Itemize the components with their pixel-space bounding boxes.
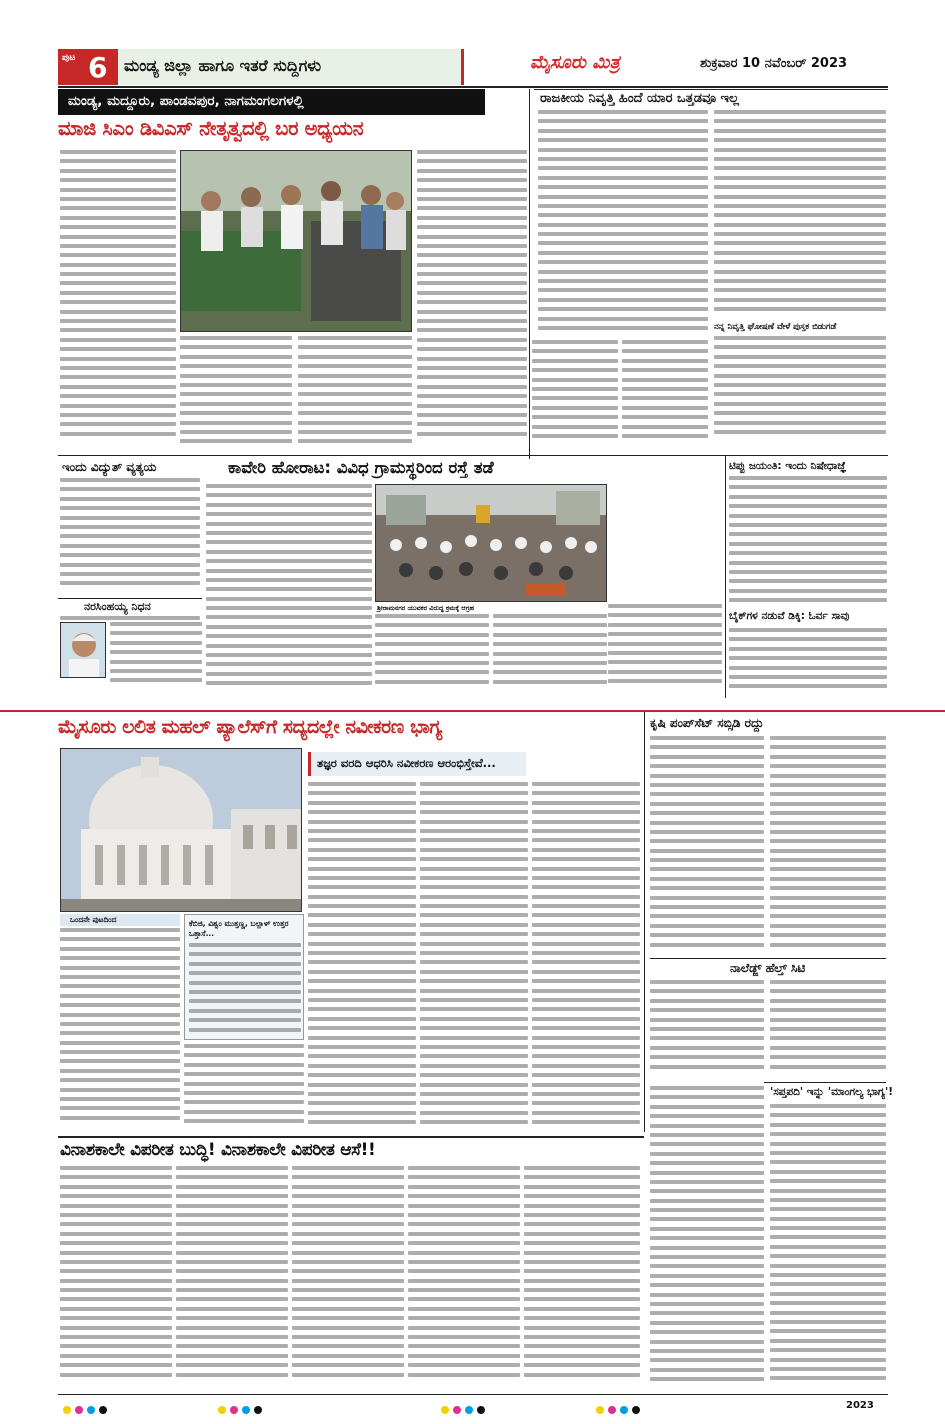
palace-col4 (532, 782, 640, 1132)
saptapadi-col2 (770, 1104, 886, 1388)
cauvery-photo (375, 484, 607, 602)
tipu-headline: ಟಿಪ್ಪು ಜಯಂತಿ: ಇಂದು ನಿಷೇಧಾಜ್ಞೆ (729, 460, 847, 472)
power-body (60, 478, 200, 596)
lead-body-col4 (417, 150, 527, 450)
registration-dots-left (62, 1400, 262, 1419)
bike-headline: ಬೈಕ್‌ಗಳ ನಡುವೆ ಡಿಕ್ಕಿ: ಓರ್ವ ಸಾವು (729, 610, 850, 622)
palace-photo (60, 748, 302, 912)
knowledge-headline: ನಾಲೆಡ್ಜ್ ಹೆಲ್ತ್ ಸಿಟಿ (730, 961, 806, 975)
knowledge-col1 (650, 980, 764, 1080)
knowledge-col2 (770, 980, 886, 1080)
tipu-body (729, 476, 887, 608)
obit-portrait (60, 622, 106, 678)
footer-rule (58, 1394, 888, 1395)
obit-body (110, 622, 202, 696)
footer-year: 2023 (846, 1400, 874, 1411)
lead-body-col1 (60, 150, 176, 450)
page-label: ಪುಟ (62, 53, 76, 63)
politics-headline: ರಾಜಕೀಯ ನಿವೃತ್ತಿ ಹಿಂದೆ ಯಾರ ಒತ್ತಡವೂ ಇಲ್ಲ (540, 91, 739, 106)
saptapadi-headline: 'ಸಪ್ತಪದಿ' ಇನ್ನು 'ಮಾಂಗಲ್ಯ ಭಾಗ್ಯ'! (770, 1086, 894, 1098)
bike-body (729, 628, 887, 696)
palace-col1b (184, 1044, 304, 1132)
pumpset-col2 (770, 736, 886, 954)
lead-headline: ಮಾಜಿ ಸಿಎಂ ಡಿವಿಎಸ್ ನೇತೃತ್ವದಲ್ಲಿ ಬರ ಅಧ್ಯಯನ (58, 117, 364, 140)
bottom-col1 (60, 1166, 172, 1388)
politics-col2 (714, 110, 886, 320)
registration-dots-left-art (62, 1405, 262, 1415)
palace-photo-caption-box (60, 914, 180, 926)
bottom-top-rule (58, 1136, 644, 1138)
palace-col2 (308, 782, 416, 1132)
cauvery-col3 (493, 614, 607, 696)
politics-col3 (532, 340, 618, 450)
sub-strip (58, 89, 485, 115)
lead-body-col3 (298, 336, 412, 450)
knowledge-top-rule (650, 958, 886, 959)
section-title: ಮಂಡ್ಯ ಜಿಲ್ಲಾ ಹಾಗೂ ಇತರೆ ಸುದ್ದಿಗಳು (124, 56, 322, 75)
bottom-col2 (176, 1166, 288, 1388)
pumpset-col1 (650, 736, 764, 954)
mid-rule (58, 455, 888, 456)
palace-kicker-box (308, 752, 526, 776)
issue-date: ಶುಕ್ರವಾರ 10 ನವೆಂಬರ್ 2023 (700, 56, 848, 71)
obit-portrait-art (61, 623, 106, 678)
palace-col3 (420, 782, 528, 1132)
lead-photo-art (181, 151, 412, 332)
palace-col1 (60, 928, 180, 1132)
paper-name: ಮೈಸೂರು ಮಿತ್ರ (530, 52, 620, 73)
saptapadi-col1 (650, 1086, 764, 1388)
lead-body-col2 (180, 336, 292, 450)
politics-top-rule (534, 89, 888, 90)
registration-dots-right (440, 1400, 640, 1419)
registration-dots-right-art (440, 1405, 640, 1415)
bottom-headline: ವಿನಾಶಕಾಲೇ ವಿಪರೀತ ಬುದ್ಧಿ! ವಿನಾಶಕಾಲೇ ವಿಪರೀತ ಆಸೆ!! (60, 1140, 376, 1160)
cauvery-col1 (206, 484, 372, 694)
cauvery-photo-art (376, 485, 607, 602)
palace-photo-caption: ಒಂದನೇ ಪುಟದಿಂದ (70, 915, 117, 924)
cauvery-col4 (608, 604, 722, 696)
palace-sidebox-body (189, 943, 301, 1037)
pumpset-headline: ಕೃಷಿ ಪಂಪ್‌ಸೆಟ್ ಸಬ್ಸಿಡಿ ರದ್ದು (650, 716, 764, 730)
politics-subhead: ನನ್ನ ನಿವೃತ್ತಿ ಘೋಷಣೆ ವೇಳೆ ಪುಸ್ತಕ ಬಿಡುಗಡೆ (714, 322, 837, 332)
saptapadi-top-rule (764, 1082, 886, 1083)
tipu-left-rule (725, 456, 726, 698)
palace-headline: ಮೈಸೂರು ಲಲಿತ ಮಹಲ್ ಪ್ಯಾಲೆಸ್‌ಗೆ ಸದ್ಯದಲ್ಲೇ ನವೀಕರಣ ಭಾಗ್ಯ (58, 716, 442, 738)
cauvery-col2 (375, 614, 489, 696)
page-number-badge (58, 49, 118, 85)
obit-top-rule (58, 598, 202, 599)
section-banner (118, 49, 464, 85)
palace-top-rule (0, 710, 945, 712)
palace-photo-art (61, 749, 302, 912)
power-headline: ಇಂದು ವಿದ್ಯುತ್ ವ್ಯತ್ಯಯ (62, 460, 157, 474)
right-col-rule (644, 712, 645, 1132)
palace-sidebox (184, 914, 304, 1040)
politics-col1 (538, 110, 708, 336)
lead-photo (180, 150, 412, 332)
cauvery-headline: ಕಾವೇರಿ ಹೋರಾಟ: ವಿವಿಧ ಗ್ರಾಮಸ್ಥರಿಂದ ರಸ್ತೆ ತಡೆ (228, 458, 494, 477)
obit-headline: ನರಸಿಂಹಯ್ಯ ನಿಧನ (84, 600, 151, 613)
politics-col2b (714, 336, 886, 448)
masthead-rule (58, 86, 888, 88)
cauvery-photo-caption: ಶ್ರೀರಾಮನಗರ ಯುವಕರ ವಿರುದ್ಧ ಕ್ರಮಕ್ಕೆ ಆಗ್ರಹ (377, 604, 475, 612)
bottom-col4 (408, 1166, 520, 1388)
palace-kicker: ತಜ್ಞರ ವರದಿ ಆಧರಿಸಿ ನವೀಕರಣ ಆರಂಭಿಸ್ತೇವೆ... (317, 756, 496, 770)
politics-col4 (622, 340, 708, 450)
sub-strip-text: ಮಂಡ್ಯ, ಮದ್ದೂರು, ಪಾಂಡವಪುರ, ನಾಗಮಂಗಲಗಳಲ್ಲಿ (68, 93, 304, 109)
vertical-rule-top (529, 89, 530, 459)
bottom-col5 (524, 1166, 640, 1388)
palace-sidebox-head: ಕೆಬಿಜಿ, ವಿಶ್ವಂ ಮುತ್ತಣ್ಣ, ಬಲ್ಲಾಳ್ ಉತ್ತರ ಒತ್ತಾಸೆ... (189, 919, 289, 938)
page-number: 6 (88, 51, 108, 84)
bottom-col3 (292, 1166, 404, 1388)
